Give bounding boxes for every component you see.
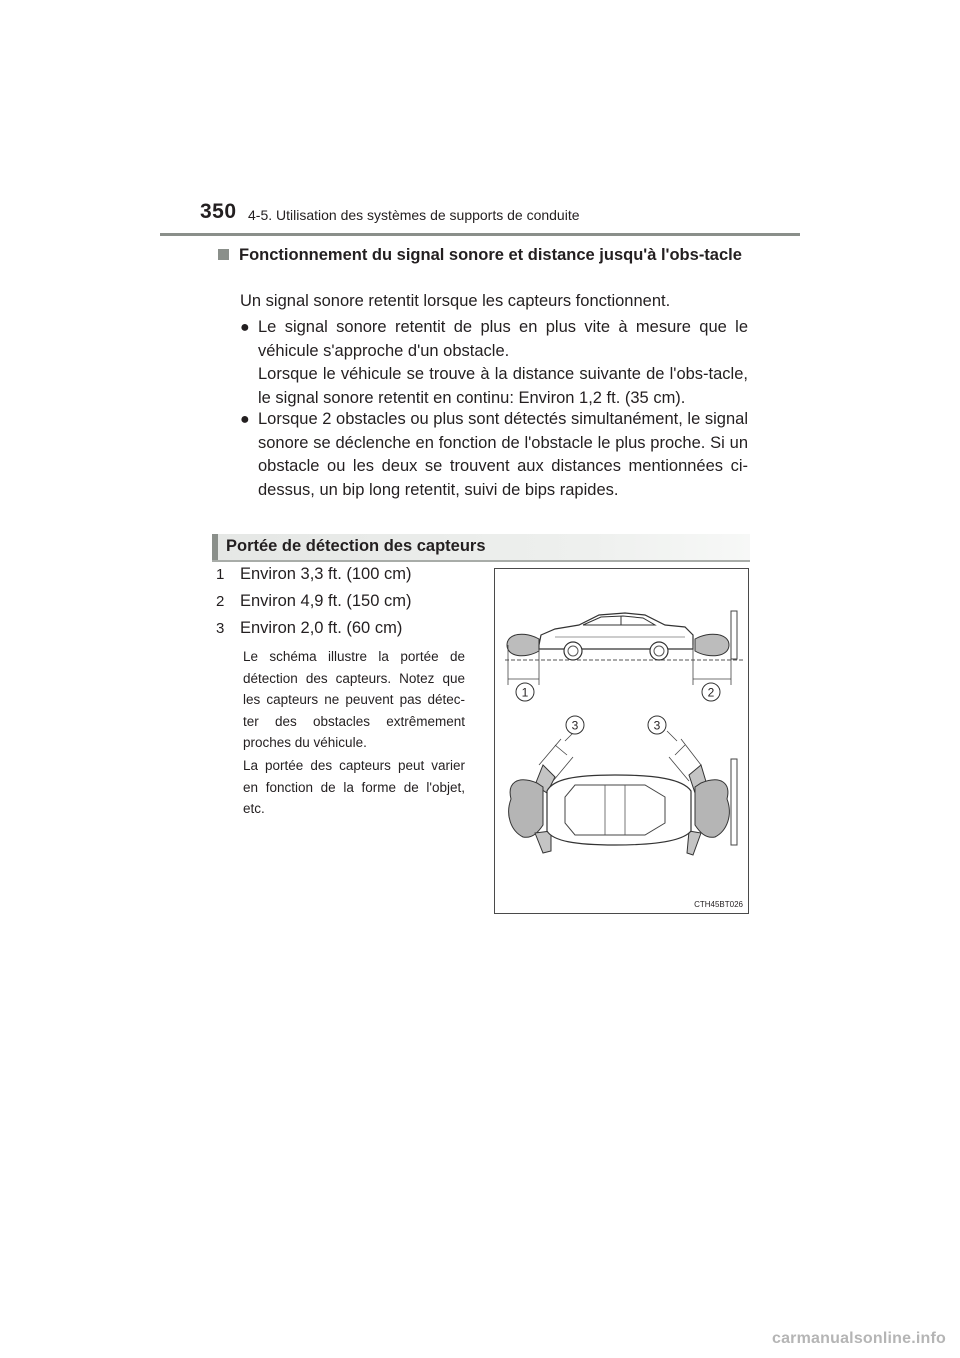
rear-center-zone (509, 780, 543, 837)
side-view (505, 611, 743, 701)
legend-number: 2 (216, 593, 225, 610)
note-text: La portée des capteurs peut varier en fonction de la forme de l'objet, etc. (243, 758, 465, 816)
rear-detection-zone (507, 634, 539, 656)
bullet-item (240, 408, 748, 502)
legend-item (216, 565, 412, 584)
legend-text: Environ 2,0 ft. (60 cm) (240, 619, 403, 637)
legend-text: Environ 4,9 ft. (150 cm) (240, 592, 412, 610)
note-text: Le schéma illustre la portée de détection des capteurs. Notez que les capteurs ne peuvent pas détec-ter des obstacles extrêmement proches du véhicule. (243, 649, 465, 750)
section-heading (218, 242, 748, 268)
legend-text: Environ 3,3 ft. (100 cm) (240, 565, 412, 583)
wall (731, 611, 737, 659)
note-paragraph (243, 755, 465, 820)
bullet-paragraph: Lorsque le véhicule se trouve à la distance suivante de l'obs-tacle, le signal sonore retentit en continu: Environ 1,2 ft. (35 cm). (258, 365, 748, 407)
top-view (509, 716, 737, 855)
legend-item (216, 619, 402, 638)
sensor-diagram (495, 569, 750, 915)
rear-corner-zone-bottom (535, 831, 551, 853)
sensor-range-figure (494, 568, 749, 914)
heading-square-icon (218, 249, 229, 260)
note-paragraph (243, 646, 465, 754)
callout-3-right-label: 3 (653, 718, 661, 733)
bullet-item (240, 316, 748, 410)
chapter-title: 4-5. Utilisation des systèmes de supports de conduite (248, 207, 580, 223)
callout-2-label: 2 (707, 685, 715, 700)
bullet-paragraph: Lorsque 2 obstacles ou plus sont détectés simultanément, le signal sonore se déclenche en fonction de l'obstacle le plus proche. Si un obstacle ou les deux se trouvent aux distances mentionnées ci-dessus, un bip long retentit, suivi de bips rapides. (258, 410, 748, 499)
bullet-dot-icon: ● (240, 411, 250, 428)
header-divider (160, 233, 800, 236)
heading-accent (212, 534, 218, 560)
page-number: 350 (200, 200, 237, 223)
section-heading-text: Fonctionnement du signal sonore et distance jusqu'à l'obs-tacle (239, 246, 742, 264)
subsection-heading-bar (212, 534, 750, 562)
bullet-paragraph: Le signal sonore retentit de plus en plus vite à mesure que le véhicule s'approche d'un obstacle. (258, 318, 748, 360)
callout-1-label: 1 (521, 685, 529, 700)
watermark: carmanualsonline.info (771, 1330, 946, 1347)
callout-3-left-label: 3 (571, 718, 579, 733)
wall (731, 759, 737, 845)
legend-item (216, 592, 412, 611)
figure-code: CTH45BT026 (694, 900, 743, 909)
front-corner-zone-bottom (687, 831, 701, 855)
subsection-title: Portée de détection des capteurs (226, 537, 486, 555)
legend-number: 1 (216, 566, 225, 583)
front-detection-zone (695, 634, 729, 656)
front-center-zone (695, 780, 729, 837)
intro-text: Un signal sonore retentit lorsque les capteurs fonctionnent. (240, 292, 671, 310)
legend-number: 3 (216, 620, 225, 637)
bullet-dot-icon: ● (240, 319, 250, 336)
